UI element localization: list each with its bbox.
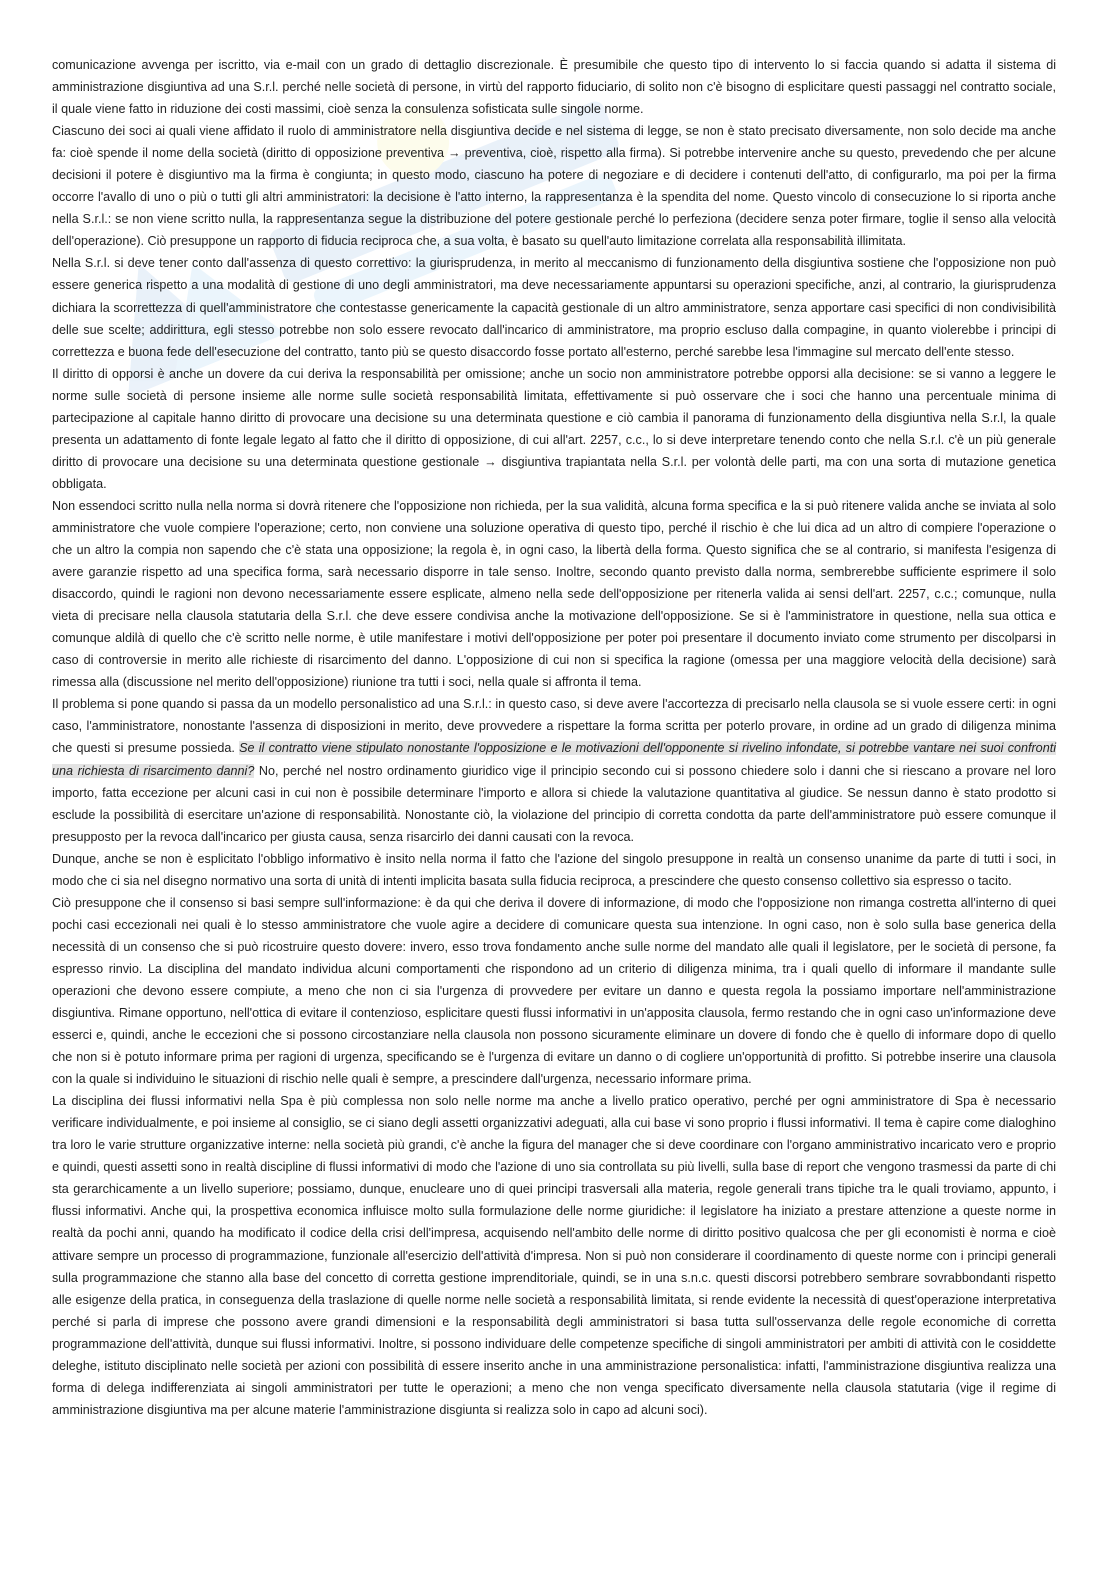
paragraph-5: Non essendoci scritto nulla nella norma si dovrà ritenere che l'opposizione non richieda, per la sua validità, alcuna forma specifica e la si può ritenere valida anche se inviata al solo amministratore che vuole compiere l'operazione; certo, non conviene una soluzione operativa di questo tipo, perché il rischio è che lui dica ad un altro di compiere l'operazione o che un altro la compia non sapendo che c'è stata una opposizione; la regola è, in ogni caso, la libertà della forma. Questo significa che se al contrario, si manifesta l'esigenza di avere garanzie rispetto ad una specifica forma, sarà necessario disporre in tale senso. Inoltre, secondo quanto previsto dalla norma, sembrerebbe sufficiente esprimere il solo disaccordo, quindi le ragioni non devono necessariamente essere esplicate, almeno nella sede dell'opposizione per ritenerla valida ai sensi dell'art. 2257, c.c.; comunque, nulla vieta di precisare nella clausola statutaria della S.r.l. che deve essere condivisa anche la motivazione dell'opposizione. Se si è l'amministratore in questione, nella sua ottica e comunque aldilà di quello che c'è scritto nelle norme, è utile manifestare i motivi dell'opposizione per poter poi presentare il documento inviato come strumento per discolparsi in caso di controversie in merito alle richieste di risarcimento del danno. L'opposizione di cui non si specifica la ragione (omessa per una maggiore velocità della decisione) sarà rimessa alla (discussione nel merito dell'opposizione) riunione tra tutti i soci, nella quale si affronta il tema. [52, 498, 1056, 690]
highlighted-question: Se il contratto viene stipulato nonostante l'opposizione e le motivazioni dell'opponente si rivelino infondate, si potrebbe vantare nei suoi confronti una richiesta di risarcimento danni? [52, 741, 1056, 778]
paragraph-9: La disciplina dei flussi informativi nella Spa è più complessa non solo nelle norme ma anche a livello pratico operativo, perché per ogni amministratore di Spa è necessario verificare individualmente, e poi insieme al consiglio, se ci siano degli assetti organizzativi adeguati, alla cui base vi sono proprio i flussi informativi. Il tema è capire come dialoghino tra loro le varie strutture organizzative interne: nella società più grandi, c'è anche la figura del manager che si deve coordinare con l'organo amministrativo incaricato vero e proprio e quindi, questi assetti sono in realtà discipline di flussi informativi di modo che l'azione di uno sia controllata su più livelli, sulla base di report che vengono trasmessi da parte di chi sta gerarchicamente a un livello superiore; possiamo, dunque, enucleare uno di quei principi trasversali alla materia, regole generali trans tipiche tra le quali troviamo, appunto, i flussi informativi. Anche qui, la prospettiva economica influisce molto sulla formulazione delle norme giuridiche: il legislatore ha iniziato a prestare attenzione a queste norme in realtà da pochi anni, quando ha modificato il codice della crisi dell'impresa, acquisendo nell'ambito delle norme di diritto positivo qualcosa che per gli economisti è norma e cioè attivare sempre un processo di programmazione, funzionale all'esercizio dell'attività d'impresa. Non si può non considerare il coordinamento di queste norme con i principi generali sulla programmazione che stanno alla base del concetto di corretta gestione imprenditoriale, quindi, se in una s.n.c. questi discorsi potrebbero sembrare sovrabbondanti rispetto alle esigenze della pratica, in conseguenza della traslazione di quelle norme nelle società a responsabilità limitata, si rende evidente la necessità di quest'operazione interpretativa perché si parla di imprese che possono avere grandi dimensioni e la responsabilità degli amministratori si basa tutta sull'osservanza delle regole economiche di corretta programmazione dell'attività, dunque sui flussi informativi. Inoltre, si possono individuare delle competenze specifiche di singoli amministratori per ambiti di attività con le cosiddette deleghe, istituto disciplinato nelle società per azioni con possibilità di essere inserito anche in una amministrazione personalistica: infatti, l'amministrazione disgiuntiva realizza una forma di delega indifferenziata ai singoli amministratori per tutte le operazioni; a meno che non venga specificato diversamente nella clausola statutaria (vige il regime di amministrazione disgiuntiva ma per alcune materie l'amministrazione disgiunta si realizza solo in capo ad alcuni soci). [52, 1094, 1056, 1417]
paragraph-6-start: Il problema si pone quando si passa da un modello personalistico ad una S.r.l.: in questo caso, si deve avere l'accortezza di precisarlo nella clausola se si vuole essere certi: in ogni caso, l'amministratore, nonostante l'assenza di disposizioni in merito, deve provvedere a rispettare la forma scritta per poterlo provare, in ordine ad un grado di diligenza minima che questi si presume possieda. [52, 697, 1056, 756]
paragraph-3: Nella S.r.l. si deve tener conto dall'assenza di questo correttivo: la giurisprudenza, in merito al meccanismo di funzionamento della disgiuntiva sostiene che l'opposizione non può essere generica rispetto a una modalità di gestione di uno degli amministratori, ma deve necessariamente appuntarsi su operazioni specifiche, anzi, al contrario, la giurisprudenza dichiara la scorrettezza di quell'amministratore che contestasse genericamente la capacità gestionale di un altro amministratore, senza apportare casi specifici di non condivisibilità delle sue scelte; addirittura, egli stesso potrebbe non solo essere revocato dall'incarico di amministratore, ma proprio escluso dalla compagine, in quanto violerebbe i principi di correttezza e buona fede dell'esecuzione del contratto, tanto più se questo disaccordo fosse portato all'esterno, perché sarebbe lesa l'immagine sul mercato dell'ente stesso. [52, 256, 1056, 359]
paragraph-2: Ciascuno dei soci ai quali viene affidato il ruolo di amministratore nella disgiuntiva decide e nel sistema di legge, se non è stato precisato diversamente, non solo decide ma anche fa: cioè spende il nome della società (diritto di opposizione preventiva → preventiva, cioè, rispetto alla firma). Si potrebbe intervenire anche su questo, prevedendo che per alcune decisioni il potere è disgiuntivo ma la firma è congiunta; in questo modo, ciascuno ha potere di negoziare e di decidere i contenuti dell'atto, di configurarlo, ma poi per la firma occorre l'avallo di uno o più o tutti gli altri amministratori: la decisione è l'atto interno, la rappresentanza è la spendita del nome. Questo vincolo di consecuzione lo si riporta anche nella S.r.l.: se non viene scritto nulla, la rappresentanza segue la distribuzione del potere gestionale perché lo perfeziona (decidere senza poter firmare, toglie il senso alla velocità dell'operazione). Ciò presuppone un rapporto di fiducia reciproca che, a sua volta, è basato su quell'auto limitazione correlata alla responsabilità illimitata. [52, 124, 1056, 249]
paragraph-1: comunicazione avvenga per iscritto, via e-mail con un grado di dettaglio discrezionale. È presumibile che questo tipo di intervento lo si faccia quando si adatta il sistema di amministrazione disgiuntiva ad una S.r.l. perché nelle società di persone, in virtù del rapporto fiduciario, di solito non c'è bisogno di esplicitare questi passaggi nel contratto sociale, il quale viene fatto in riduzione dei costi massimi, cioè senza la consulenza sofisticata sulle singole norme. [52, 58, 1056, 117]
paragraph-6 [52, 693, 1056, 847]
paragraph-6-end: No, perché nel nostro ordinamento giuridico vige il principio secondo cui si possono chiedere solo i danni che si riescano a provare nel loro importo, fatta eccezione per alcuni casi in cui non è possibile determinare l'importo e allora si chiede la valutazione quantitativa al giudice. Se nessun danno è stato prodotto si esclude la possibilità di esercitare un'azione di responsabilità. Nonostante ciò, la violazione del principio di corretta condotta da parte dell'amministratore può essere comunque il presupposto per la revoca dall'incarico per giusta causa, senza risarcirlo dei danni causati con la revoca. [52, 763, 1056, 844]
paragraph-4: Il diritto di opporsi è anche un dovere da cui deriva la responsabilità per omissione; anche un socio non amministratore potrebbe opporsi alla decisione: se si vanno a leggere le norme sulle società di persone insieme alle norme sulle società responsabilità limitata, effettivamente si può osservare che i soci che hanno una percentuale minima di partecipazione al capitale hanno diritto di provocare una decisione su una determinata questione e ciò cambia il panorama di funzionamento della disgiuntiva nella S.r.l, la quale presenta un adattamento di fonte legale legato al fatto che il diritto di opposizione, di cui all'art. 2257, c.c., lo si deve interpretare tenendo conto che nella S.r.l. c'è un più generale diritto di provocare una decisione su una determinata questione gestionale → disgiuntiva trapiantata nella S.r.l. per volontà delle parti, ma con una sorta di mutazione genetica obbligata. [52, 366, 1056, 491]
document-body [52, 54, 1056, 1421]
paragraph-7: Dunque, anche se non è esplicitato l'obbligo informativo è insito nella norma il fatto che l'azione del singolo presuppone in realtà un consenso unanime da parte di tutti i soci, in modo che ci sia nel disegno normativo una sorta di unità di intenti implicita basata sulla fiducia reciproca, a prescindere che questo consenso collettivo sia espresso o tacito. [52, 851, 1056, 888]
paragraph-8: Ciò presuppone che il consenso si basi sempre sull'informazione: è da qui che deriva il dovere di informazione, di modo che l'opposizione non rimanga costretta all'interno di quei pochi casi eccezionali nei quali è lo stesso amministratore che vuole agire a decidere di comunicare questa sua intenzione. In ogni caso, non è solo sulla base generica della necessità di un consenso che si può ricostruire questo dovere: invero, esso trova fondamento anche sulle norme del mandato alle quali il legislatore, per le società di persone, fa espresso rinvio. La disciplina del mandato individua alcuni comportamenti che rispondono ad un criterio di diligenza minima, tra i quali quello di informare il mandante sulle operazioni che devono essere compiute, a meno che non ci sia l'urgenza di provvedere per evitare un danno e questa regola la possiamo importare nell'amministrazione disgiuntiva. Rimane opportuno, nell'ottica di evitare il contenzioso, esplicitare questi flussi informativi in un'apposita clausola, fermo restando che in ogni caso un'informazione deve esserci e, quindi, anche le eccezioni che si possono circostanziare nella clausola non possono sicuramente eliminare un dovere di fondo che è quello di informare dopo di quello che non si è potuto informare prima per ragioni di urgenza, specificando se è l'urgenza di evitare un danno o di cogliere un'opportunità di profitto. Si potrebbe inserire una clausola con la quale si individuino le situazioni di rischio nelle quali è sempre, a prescindere dall'urgenza, necessario informare prima. [52, 895, 1056, 1087]
